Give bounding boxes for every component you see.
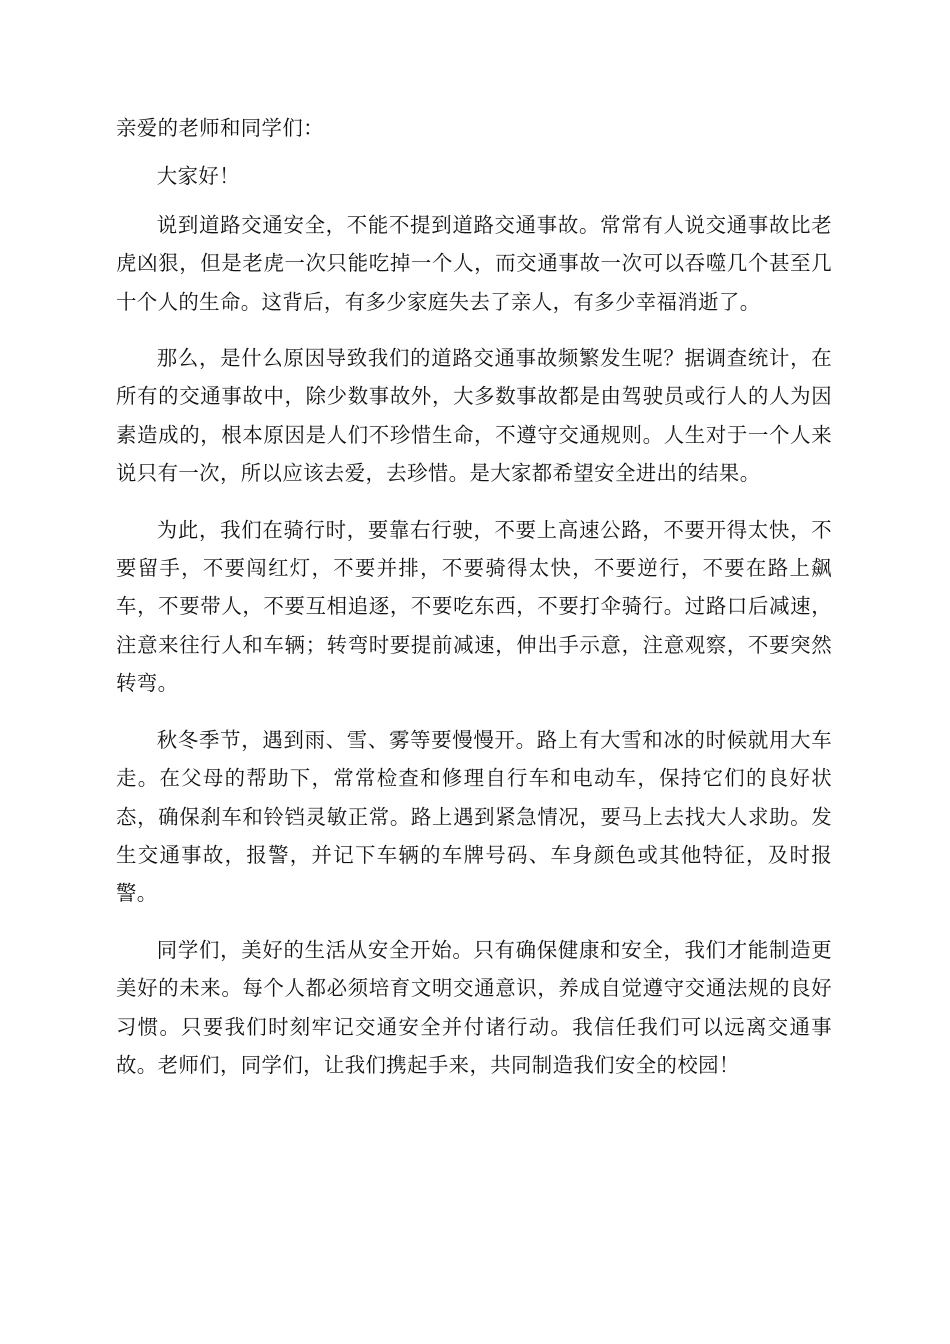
salutation: 亲爱的老师和同学们： bbox=[116, 116, 324, 140]
paragraph-5: 同学们，美好的生活从安全开始。只有确保健康和安全，我们才能制造更美好的未来。每个人都必须培育文明交通意识，养成自觉遵守交通法规的良好习惯。只要我们时刻牢记交通安全并付诸行动。我信任我们可以远离交通事故。老师们，同学们，让我们携起手来，共同制造我们安全的校园！ bbox=[116, 937, 832, 1077]
paragraph-4: 秋冬季节，遇到雨、雪、雾等要慢慢开。路上有大雪和冰的时候就用大车走。在父母的帮助下，常常检查和修理自行车和电动车，保持它们的良好状态，确保刹车和铃铛灵敏正常。路上遇到紧急情况，要马上去找大人求助。发生交通事故，报警，并记下车辆的车牌号码、车身颜色或其他特征，及时报警。 bbox=[116, 727, 832, 906]
document-body bbox=[116, 109, 832, 1084]
paragraph-3: 为此，我们在骑行时，要靠右行驶，不要上高速公路，不要开得太快，不要留手，不要闯红灯，不要并排，不要骑得太快，不要逆行，不要在路上飙车，不要带人，不要互相追逐，不要吃东西，不要打伞骑行。过路口后减速，注意来往行人和车辆；转弯时要提前减速，伸出手示意，注意观察，不要突然转弯。 bbox=[116, 517, 832, 696]
greeting: 大家好！ bbox=[156, 164, 240, 189]
paragraph-1: 说到道路交通安全，不能不提到道路交通事故。常常有人说交通事故比老虎凶狠，但是老虎一次只能吃掉一个人，而交通事故一次可以吞噬几个甚至几十个人的生命。这背后，有多少家庭失去了亲人，有多少幸福消逝了。 bbox=[116, 212, 832, 314]
paragraph-2: 那么，是什么原因导致我们的道路交通事故频繁发生呢？据调查统计，在所有的交通事故中，除少数事故外，大多数事故都是由驾驶员或行人的人为因素造成的，根本原因是人们不珍惜生命，不遵守交通规则。人生对于一个人来说只有一次，所以应该去爱，去珍惜。是大家都希望安全进出的结果。 bbox=[116, 346, 832, 486]
